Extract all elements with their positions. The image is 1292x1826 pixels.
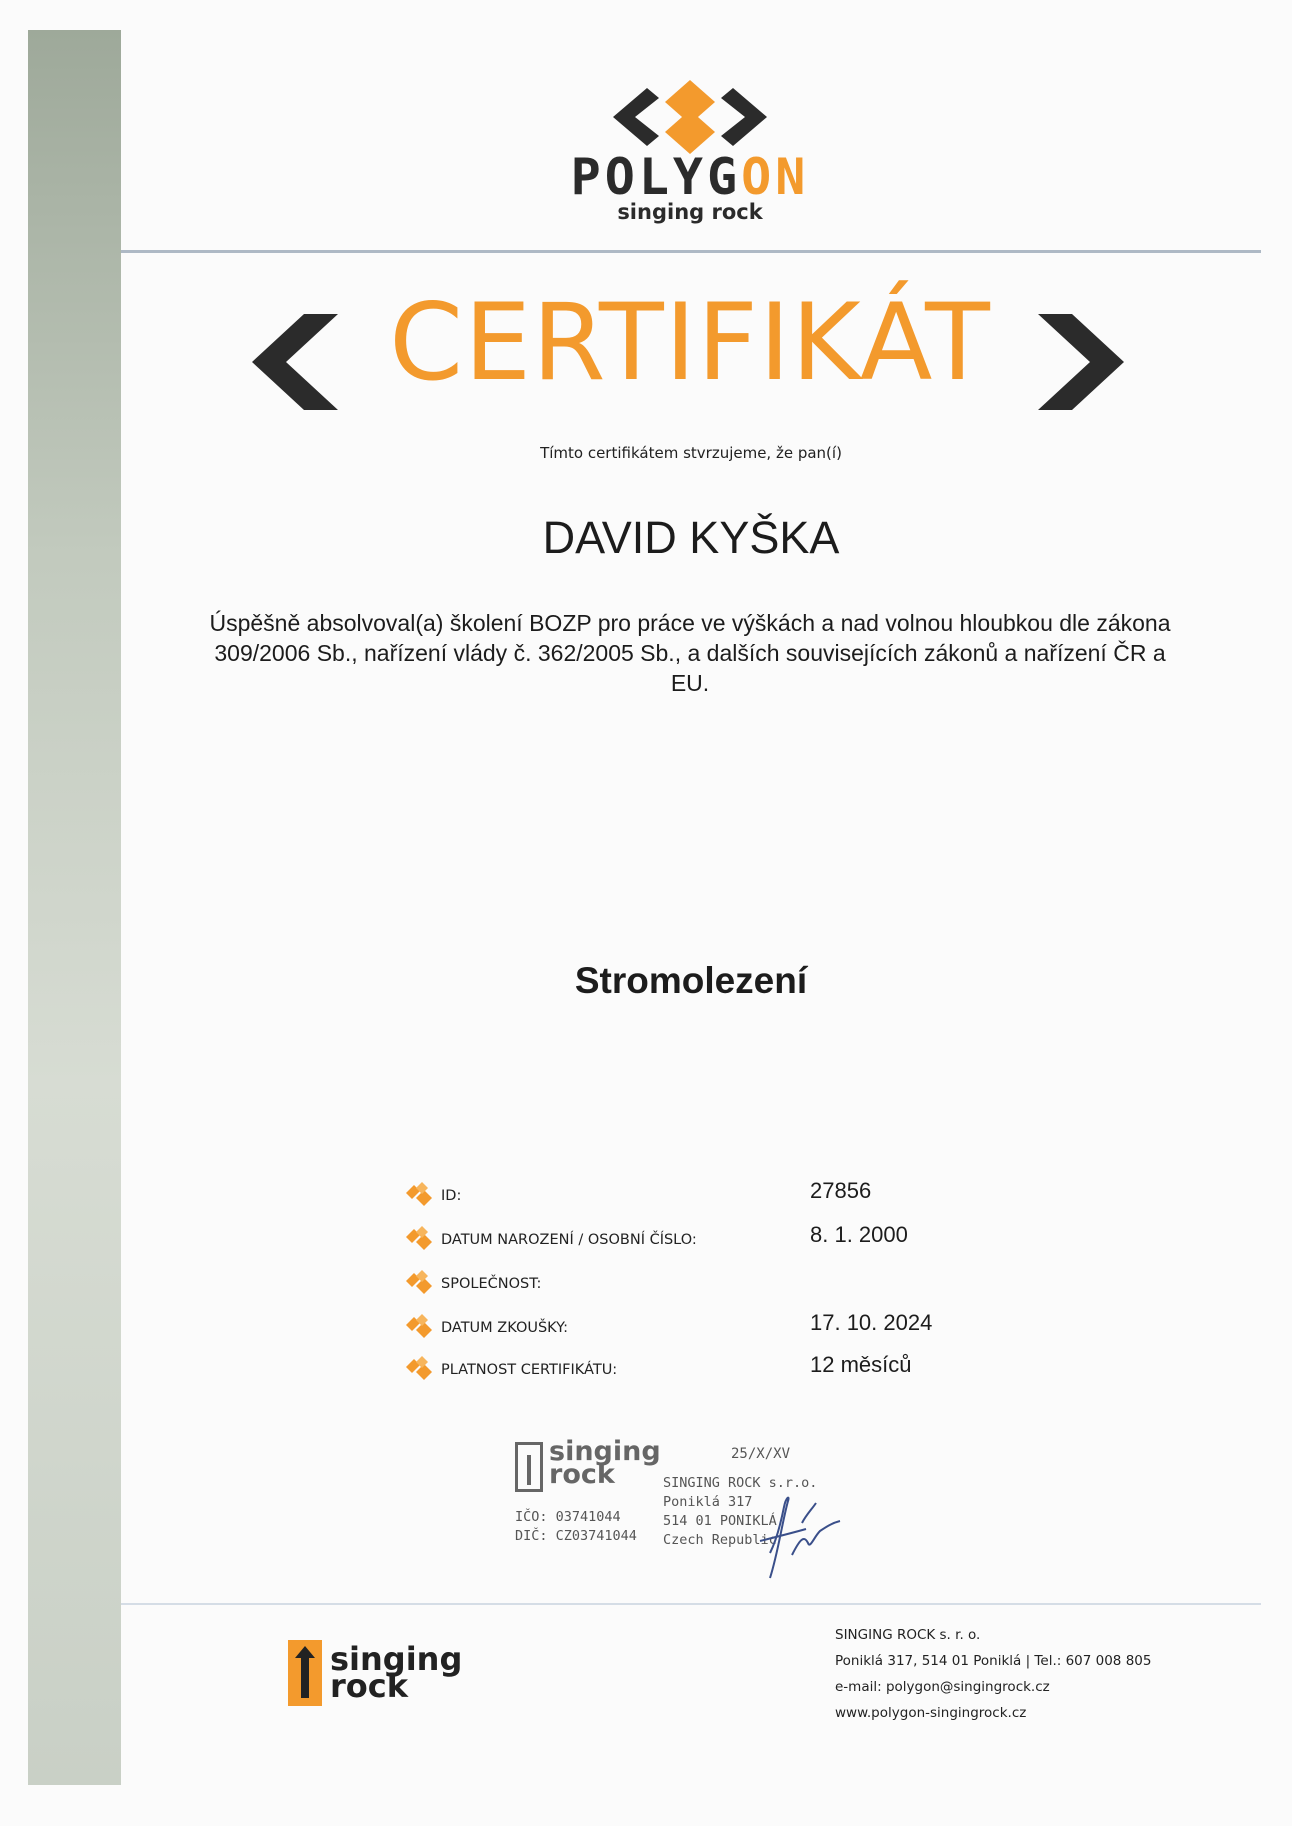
right-chevron-icon xyxy=(1038,314,1124,410)
detail-label: PLATNOST CERTIFIKÁTU: xyxy=(441,1362,618,1378)
course-name: Stromolezení xyxy=(574,960,808,1001)
stamp-company-address: SINGING ROCK s.r.o. Poniklá 317 514 01 PONIKLÁ Czech Republic xyxy=(663,1475,818,1548)
diamond-bullet-icon xyxy=(405,1180,435,1206)
logo-tagline: singing rock xyxy=(617,200,763,224)
footer-address: Poniklá 317, 514 01 Poniklá | Tel.: 607 008 805 xyxy=(835,1653,1152,1669)
diamond-bullet-icon xyxy=(405,1312,435,1338)
singing-rock-logo xyxy=(288,1640,488,1710)
diamond-bullet-icon xyxy=(405,1224,435,1250)
detail-row-validity xyxy=(405,1352,1025,1386)
detail-label: DATUM ZKOUŠKY: xyxy=(441,1320,568,1336)
stamp-brand: singing rock xyxy=(549,1436,661,1490)
detail-row-exam-date xyxy=(405,1310,1025,1344)
singing-rock-arrow-icon xyxy=(288,1640,322,1706)
top-divider xyxy=(121,250,1261,253)
singing-rock-wordmark: singing rock xyxy=(330,1640,463,1705)
detail-row-company xyxy=(405,1266,1025,1300)
detail-row-birthdate xyxy=(405,1222,1025,1256)
polygon-wordmark: POLYGON xyxy=(570,148,810,206)
footer-company: SINGING ROCK s. r. o. xyxy=(835,1627,981,1643)
footer-contact xyxy=(835,1622,1235,1726)
certificate-intro: Tímto certifikátem stvrzujeme, že pan(í) xyxy=(540,444,842,462)
detail-row-id xyxy=(405,1178,1025,1212)
footer-email: e-mail: polygon@singingrock.cz xyxy=(835,1679,1050,1695)
footer-web: www.polygon-singingrock.cz xyxy=(835,1705,1027,1721)
detail-value: 12 měsíců xyxy=(810,1352,912,1377)
detail-value: 27856 xyxy=(810,1178,872,1203)
detail-label: SPOLEČNOST: xyxy=(441,1276,542,1292)
diamond-bullet-icon xyxy=(405,1268,435,1294)
certificate-description: Úspěšně absolvoval(a) školení BOZP pro práce ve výškách a nad volnou hloubkou dle zákona 309/2006 Sb., nařízení vlády č. 362/2005 Sb., a dalších souvisejících zákonů a nařízení ČR a EU. xyxy=(209,610,1171,696)
stamp-handwritten-date: 25/X/XV xyxy=(731,1446,791,1462)
detail-label: DATUM NAROZENÍ / OSOBNÍ ČÍSLO: xyxy=(441,1232,697,1248)
company-stamp xyxy=(515,1438,845,1578)
detail-value: 8. 1. 2000 xyxy=(810,1222,908,1247)
bottom-divider xyxy=(121,1603,1261,1605)
detail-value: 17. 10. 2024 xyxy=(810,1310,933,1335)
detail-label: ID: xyxy=(441,1188,462,1204)
recipient-name: DAVID KYŠKA xyxy=(542,512,840,563)
decorative-sidebar xyxy=(28,30,121,1785)
certificate-title: CERTIFIKÁT xyxy=(389,281,991,404)
stamp-registration: IČO: 03741044 DIČ: CZ03741044 xyxy=(515,1509,637,1544)
polygon-chevron-icon xyxy=(605,80,775,155)
signature-icon xyxy=(740,1493,850,1583)
diamond-bullet-icon xyxy=(405,1354,435,1380)
stamp-logo-icon xyxy=(515,1442,543,1492)
polygon-logo xyxy=(520,80,860,230)
